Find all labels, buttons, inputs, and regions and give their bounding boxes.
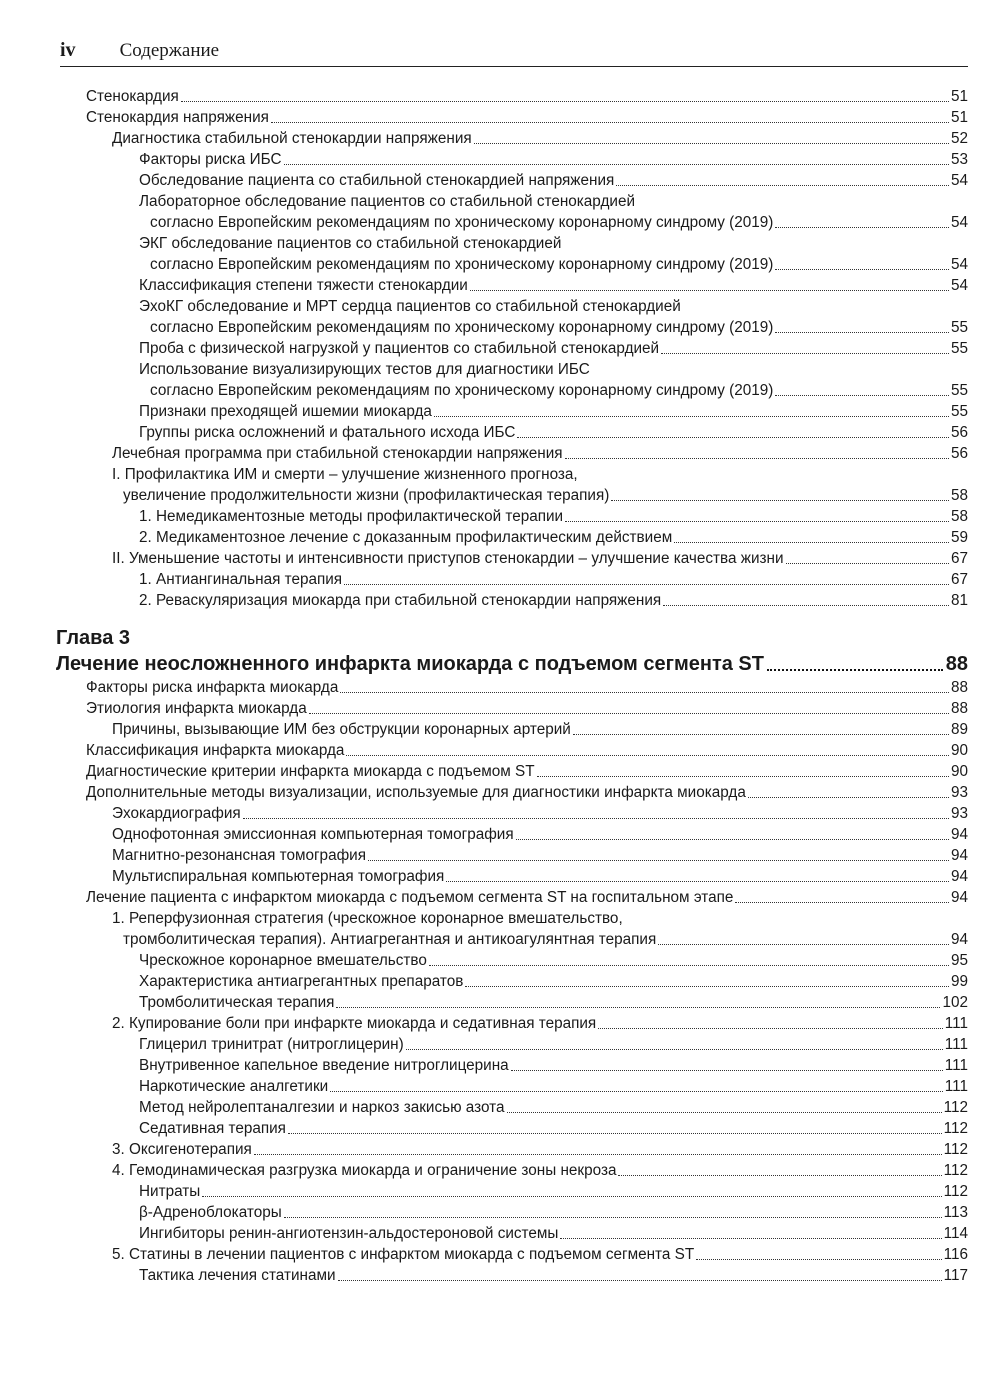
toc-entry-title: 1. Немедикаментозные методы профилактической терапии: [139, 508, 564, 525]
toc-entry-page-number: 89: [950, 721, 968, 738]
dot-leader: [517, 437, 949, 438]
toc-entry-page-number: 52: [950, 130, 968, 147]
dot-leader: [434, 416, 949, 417]
running-title: Содержание: [119, 40, 220, 61]
dot-leader: [336, 1007, 940, 1008]
dot-leader: [309, 713, 949, 714]
toc-entry-page-number: 59: [950, 529, 968, 546]
toc-entry-page-number: 112: [943, 1162, 968, 1179]
toc-entry-title: Тромболитическая терапия: [139, 994, 335, 1011]
toc-entry[interactable]: [86, 317, 968, 338]
toc-entry[interactable]: [86, 1265, 968, 1286]
toc-entry-first-line: Лабораторное обследование пациентов со стабильной стенокардией: [139, 193, 635, 210]
toc-entry-page-number: 51: [950, 109, 968, 126]
toc-entry-page-number: 55: [950, 319, 968, 336]
toc-entry-title: согласно Европейским рекомендациям по хроническому коронарному синдрому (2019): [150, 382, 774, 399]
toc-entry-title: увеличение продолжительности жизни (профилактическая терапия): [123, 487, 610, 504]
toc-entry-title: 2. Медикаментозное лечение с доказанным профилактическим действием: [139, 529, 673, 546]
toc-entry-page-number: 94: [950, 826, 968, 843]
toc-entry[interactable]: [86, 443, 968, 464]
toc-entry[interactable]: [86, 887, 968, 908]
dot-leader: [507, 1112, 942, 1113]
toc-entry-page-number: 112: [943, 1120, 968, 1137]
toc-entry-title: Глицерил тринитрат (нитроглицерин): [139, 1036, 404, 1053]
toc-entry-title: 4. Гемодинамическая разгрузка миокарда и ограничение зоны некроза: [112, 1162, 617, 1179]
toc-entry-page-number: 111: [944, 1036, 968, 1053]
toc-entry[interactable]: [86, 1013, 968, 1034]
toc-entry-title: согласно Европейским рекомендациям по хроническому коронарному синдрому (2019): [150, 319, 774, 336]
toc-entry-title: Группы риска осложнений и фатального исхода ИБС: [139, 424, 516, 441]
toc-entry-page-number: 113: [943, 1204, 968, 1221]
chapter-heading: [56, 626, 968, 677]
dot-leader: [346, 755, 949, 756]
toc-entry[interactable]: [86, 824, 968, 845]
toc-entry-page-number: 94: [950, 931, 968, 948]
toc-entry-title: Чрескожное коронарное вмешательство: [139, 952, 427, 969]
toc-entry-title: Причины, вызывающие ИМ без обструкции коронарных артерий: [112, 721, 571, 738]
toc-entry[interactable]: [86, 1076, 968, 1097]
toc-entry[interactable]: [86, 212, 968, 233]
toc-entry-title: Наркотические аналгетики: [139, 1078, 329, 1095]
toc-entry-first-line: ЭКГ обследование пациентов со стабильной стенокардией: [139, 235, 562, 252]
toc-entry-title: Признаки преходящей ишемии миокарда: [139, 403, 432, 420]
toc-entry-page-number: 111: [944, 1015, 968, 1032]
dot-leader: [661, 353, 949, 354]
toc-entry[interactable]: [86, 866, 968, 887]
toc-entry[interactable]: [86, 590, 968, 611]
toc-entry-title: Факторы риска ИБС: [139, 151, 282, 168]
dot-leader: [560, 1238, 941, 1239]
dot-leader: [284, 164, 949, 165]
dot-leader: [474, 143, 949, 144]
toc-entry[interactable]: [86, 380, 968, 401]
toc-entry[interactable]: [86, 971, 968, 992]
toc-entry-title: Лечебная программа при стабильной стенокардии напряжения: [112, 445, 563, 462]
dot-leader: [775, 395, 949, 396]
toc-entry-first-line: 1. Реперфузионная стратегия (чрескожное коронарное вмешательство,: [112, 910, 623, 927]
toc-entry-page-number: 117: [943, 1267, 968, 1284]
dot-leader: [284, 1217, 942, 1218]
dot-leader: [775, 332, 949, 333]
toc-entry[interactable]: [86, 845, 968, 866]
dot-leader: [611, 500, 949, 501]
toc-entry-title: Седативная терапия: [139, 1120, 286, 1137]
toc-entry-page-number: 112: [943, 1099, 968, 1116]
dot-leader: [406, 1049, 943, 1050]
toc-entry-page-number: 88: [950, 679, 968, 696]
toc-entry-title: согласно Европейским рекомендациям по хроническому коронарному синдрому (2019): [150, 214, 774, 231]
toc-entry-page-number: 55: [950, 382, 968, 399]
toc-entry-page-number: 58: [950, 487, 968, 504]
toc-entry-page-number: 58: [950, 508, 968, 525]
toc-entry-title: Нитраты: [139, 1183, 201, 1200]
toc-entry-page-number: 111: [944, 1057, 968, 1074]
dot-leader: [465, 986, 949, 987]
toc-entry[interactable]: [86, 422, 968, 443]
table-of-contents: [56, 86, 968, 1286]
toc-entry-title: 5. Статины в лечении пациентов с инфарктом миокарда с подъемом сегмента ST: [112, 1246, 695, 1263]
toc-entry-title: 2. Реваскуляризация миокарда при стабильной стенокардии напряжения: [139, 592, 662, 609]
chapter-title: Лечение неосложненного инфаркта миокарда с подъемом сегмента ST: [56, 653, 764, 675]
toc-entry-title: Характеристика антиагрегантных препаратов: [139, 973, 464, 990]
dot-leader: [254, 1154, 942, 1155]
toc-entry-first-line: I. Профилактика ИМ и смерти – улучшение жизненного прогноза,: [112, 466, 578, 483]
dot-leader: [516, 839, 949, 840]
toc-entry-title: 3. Оксигенотерапия: [112, 1141, 252, 1158]
dot-leader: [674, 542, 949, 543]
toc-entry[interactable]: [86, 401, 968, 422]
toc-entry[interactable]: [86, 1139, 968, 1160]
toc-entry-page-number: 56: [950, 445, 968, 462]
dot-leader: [775, 269, 949, 270]
toc-entry-title: Диагностика стабильной стенокардии напряжения: [112, 130, 472, 147]
toc-entry-page-number: 112: [943, 1183, 968, 1200]
toc-entry[interactable]: [86, 698, 968, 719]
toc-entry-page-number: 88: [950, 700, 968, 717]
dot-leader: [565, 458, 949, 459]
dot-leader: [340, 692, 949, 693]
toc-entry-first-line: ЭхоКГ обследование и МРТ сердца пациентов со стабильной стенокардией: [139, 298, 681, 315]
toc-entry[interactable]: [86, 1097, 968, 1118]
dot-leader: [658, 944, 949, 945]
dot-leader: [511, 1070, 943, 1071]
toc-entry[interactable]: [86, 950, 968, 971]
toc-entry-page-number: 55: [950, 403, 968, 420]
toc-entry-page-number: 95: [950, 952, 968, 969]
toc-entry-title: β-Адреноблокаторы: [139, 1204, 282, 1221]
toc-entry[interactable]: [86, 128, 968, 149]
toc-entry-page-number: 56: [950, 424, 968, 441]
dot-leader: [735, 902, 949, 903]
toc-entry-page-number: 54: [950, 277, 968, 294]
toc-entry[interactable]: [86, 485, 968, 506]
toc-entry-title: II. Уменьшение частоты и интенсивности приступов стенокардии – улучшение качества жизни: [112, 550, 784, 567]
dot-leader: [271, 122, 949, 123]
toc-entry[interactable]: [86, 275, 968, 296]
toc-entry-title: Стенокардия напряжения: [86, 109, 269, 126]
toc-entry-page-number: 67: [950, 571, 968, 588]
dot-leader: [202, 1196, 941, 1197]
toc-entry-title: тромболитическая терапия). Антиагрегантная и антикоагулянтная терапия: [123, 931, 657, 948]
dot-leader: [429, 965, 949, 966]
toc-entry[interactable]: [86, 338, 968, 359]
toc-entry-title: Однофотонная эмиссионная компьютерная томография: [112, 826, 514, 843]
toc-entry-page-number: 90: [950, 763, 968, 780]
chapter-label: Глава 3: [56, 627, 131, 649]
toc-entry[interactable]: [86, 569, 968, 590]
toc-entry-title: Мультиспиральная компьютерная томография: [112, 868, 445, 885]
toc-entry[interactable]: [86, 1034, 968, 1055]
toc-entry-page-number: 99: [950, 973, 968, 990]
toc-entry-title: Лечение пациента с инфарктом миокарда с подъемом сегмента ST на госпитальном этапе: [86, 889, 734, 906]
toc-entry[interactable]: [86, 1160, 968, 1181]
toc-entry[interactable]: [86, 740, 968, 761]
toc-entry[interactable]: [86, 149, 968, 170]
toc-entry-page-number: 93: [950, 805, 968, 822]
toc-entry[interactable]: [86, 992, 968, 1013]
running-header: [60, 32, 968, 67]
toc-entry-page-number: 53: [950, 151, 968, 168]
dot-leader: [338, 1280, 942, 1281]
dot-leader: [330, 1091, 943, 1092]
toc-entry-title: Метод нейролептаналгезии и наркоз закисью азота: [139, 1099, 505, 1116]
toc-entry[interactable]: [86, 1055, 968, 1076]
toc-entry[interactable]: [86, 1181, 968, 1202]
toc-entry-page-number: 54: [950, 256, 968, 273]
toc-entry-title: согласно Европейским рекомендациям по хроническому коронарному синдрому (2019): [150, 256, 774, 273]
toc-entry-title: Диагностические критерии инфаркта миокарда с подъемом ST: [86, 763, 535, 780]
toc-entry[interactable]: [86, 1244, 968, 1265]
toc-entry[interactable]: [86, 782, 968, 803]
chapter-title-entry[interactable]: [56, 651, 968, 677]
toc-entry[interactable]: [86, 719, 968, 740]
toc-entry[interactable]: [86, 548, 968, 569]
toc-entry-title: Классификация степени тяжести стенокардии: [139, 277, 468, 294]
dot-leader: [470, 290, 949, 291]
dot-leader: [288, 1133, 942, 1134]
dot-leader: [786, 563, 949, 564]
toc-entry-title: Дополнительные методы визуализации, используемые для диагностики инфаркта миокарда: [86, 784, 746, 801]
toc-entry[interactable]: [86, 761, 968, 782]
toc-entry-title: Тактика лечения статинами: [139, 1267, 336, 1284]
toc-entry-page-number: 55: [950, 340, 968, 357]
toc-entry-title: Этиология инфаркта миокарда: [86, 700, 307, 717]
toc-entry-title: Эхокардиография: [112, 805, 241, 822]
dot-leader: [181, 101, 949, 102]
toc-entry-page-number: 94: [950, 868, 968, 885]
toc-entry-page-number: 67: [950, 550, 968, 567]
toc-entry-page-number: 102: [942, 994, 968, 1011]
toc-section-chapter-2: [86, 86, 968, 611]
toc-entry[interactable]: [86, 86, 968, 107]
toc-entry-page-number: 94: [950, 889, 968, 906]
toc-entry-page-number: 114: [943, 1225, 968, 1242]
dot-leader: [565, 521, 949, 522]
dot-leader: [537, 776, 949, 777]
toc-entry-page-number: 54: [950, 214, 968, 231]
dot-leader: [696, 1259, 941, 1260]
page-number: iv: [60, 39, 76, 61]
toc-entry-title: Внутривенное капельное введение нитроглицерина: [139, 1057, 509, 1074]
toc-entry-title: Обследование пациента со стабильной стенокардией напряжения: [139, 172, 615, 189]
dot-leader: [368, 860, 949, 861]
toc-entry-page-number: 90: [950, 742, 968, 759]
dot-leader: [767, 669, 943, 671]
toc-entry-title: 2. Купирование боли при инфаркте миокарда и седативная терапия: [112, 1015, 597, 1032]
toc-entry[interactable]: [86, 254, 968, 275]
toc-entry-title: Проба с физической нагрузкой у пациентов со стабильной стенокардией: [139, 340, 660, 357]
toc-entry-page-number: 81: [950, 592, 968, 609]
dot-leader: [663, 605, 949, 606]
toc-entry-title: Магнитно-резонансная томография: [112, 847, 366, 864]
toc-entry[interactable]: [86, 506, 968, 527]
toc-entry-title: Ингибиторы ренин-ангиотензин-альдостероновой системы: [139, 1225, 559, 1242]
toc-entry-page-number: 93: [950, 784, 968, 801]
toc-entry-title: Факторы риска инфаркта миокарда: [86, 679, 339, 696]
dot-leader: [618, 1175, 941, 1176]
toc-entry-title: 1. Антиангинальная терапия: [139, 571, 343, 588]
toc-entry[interactable]: [86, 527, 968, 548]
toc-entry[interactable]: [86, 1202, 968, 1223]
dot-leader: [243, 818, 949, 819]
dot-leader: [573, 734, 949, 735]
toc-section-chapter-3: [86, 677, 968, 1286]
toc-entry[interactable]: [86, 803, 968, 824]
dot-leader: [748, 797, 949, 798]
dot-leader: [344, 584, 949, 585]
toc-entry-page-number: 54: [950, 172, 968, 189]
toc-entry[interactable]: [86, 677, 968, 698]
toc-entry[interactable]: [86, 929, 968, 950]
toc-entry[interactable]: [86, 170, 968, 191]
dot-leader: [446, 881, 949, 882]
toc-entry-page-number: 111: [944, 1078, 968, 1095]
dot-leader: [775, 227, 949, 228]
dot-leader: [616, 185, 949, 186]
chapter-page-number: 88: [945, 653, 968, 675]
toc-entry[interactable]: [86, 107, 968, 128]
dot-leader: [598, 1028, 943, 1029]
toc-entry-first-line: Использование визуализирующих тестов для диагностики ИБС: [139, 361, 590, 378]
toc-entry-page-number: 112: [943, 1141, 968, 1158]
toc-entry-title: Стенокардия: [86, 88, 179, 105]
toc-entry[interactable]: [86, 1223, 968, 1244]
toc-entry-page-number: 51: [950, 88, 968, 105]
toc-entry[interactable]: [86, 1118, 968, 1139]
toc-entry-page-number: 94: [950, 847, 968, 864]
toc-entry-page-number: 116: [943, 1246, 968, 1263]
toc-entry-title: Классификация инфаркта миокарда: [86, 742, 345, 759]
